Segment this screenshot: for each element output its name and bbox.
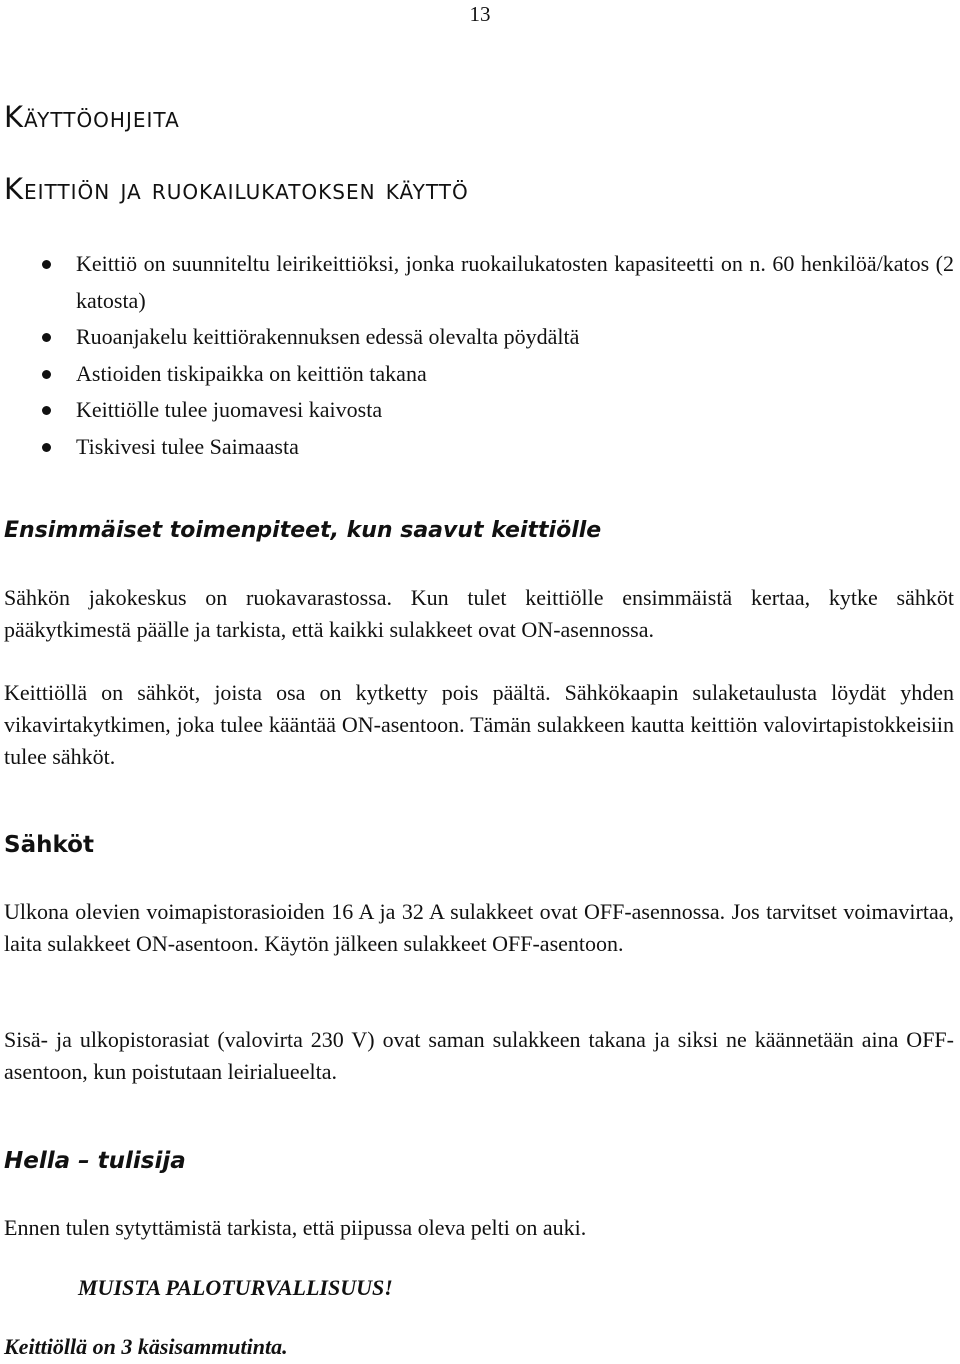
fire-safety-reminder: MUISTA PALOTURVALLISUUS! — [78, 1275, 393, 1300]
list-item — [0, 319, 960, 356]
kitchen-info-list — [0, 246, 960, 465]
stove-paragraph: Ennen tulen sytyttämistä tarkista, että piipussa oleva pelti on auki. — [4, 1215, 587, 1240]
list-item — [0, 246, 960, 319]
list-item-text: Keittiölle tulee juomavesi kaivosta — [76, 397, 383, 422]
first-steps-paragraph-1: Sähkön jakokeskus on ruokavarastossa. Kun tulet keittiölle ensimmäistä kertaa, kytke sähköt pääkytkimestä päälle ja tarkista, että kaikki sulakkeet ovat ON-asennossa. — [4, 585, 954, 642]
page-number: 13 — [469, 2, 491, 26]
list-item — [0, 429, 960, 466]
electricity-paragraph-1: Ulkona olevien voimapistorasioiden 16 A ja 32 A sulakkeet ovat OFF-asennossa. Jos tarvitset voimavirtaa, laita sulakkeet ON-asentoon. Käytön jälkeen sulakkeet OFF-asentoon. — [4, 899, 954, 956]
bullet-icon — [42, 370, 51, 379]
first-steps-heading: Ensimmäiset toimenpiteet, kun saavut keittiölle — [4, 518, 602, 543]
list-item-text: Tiskivesi tulee Saimaasta — [76, 433, 299, 459]
section-heading: Keittiön ja ruokailukatoksen käyttö — [4, 172, 469, 206]
electricity-paragraph-2: Sisä- ja ulkopistorasiat (valovirta 230 V) ovat saman sulakkeen takana ja siksi ne käännetään aina OFF-asentoon, kun poistutaan leirialueelta. — [4, 1027, 954, 1084]
bullet-icon — [42, 260, 51, 269]
stove-heading: Hella – tulisija — [4, 1148, 186, 1174]
list-item — [0, 392, 960, 429]
list-item — [0, 356, 960, 393]
first-steps-paragraph-2: Keittiöllä on sähköt, joista osa on kytketty pois päältä. Sähkökaapin sulaketaulusta löydät yhden vikavirtakytkimen, joka tulee kääntää ON-asentoon. Tämän sulakkeen kautta keittiön valovirtapistokkeisiin tulee sähköt. — [4, 680, 954, 769]
bullet-icon — [42, 406, 51, 415]
list-item-text: Astioiden tiskipaikka on keittiön takana — [76, 360, 427, 386]
list-item-text: Ruoanjakelu keittiörakennuksen edessä olevalta pöydältä — [76, 324, 580, 349]
list-item-text: Keittiö on suunniteltu leirikeittiöksi, jonka ruokailukatosten kapasiteetti on n. 60 henkilöä/katos (2 katosta) — [76, 251, 954, 313]
extinguishers-note: Keittiöllä on 3 käsisammutinta. — [4, 1334, 288, 1359]
electricity-heading: Sähköt — [4, 832, 94, 858]
main-heading: Käyttöohjeita — [4, 100, 180, 134]
bullet-icon — [42, 333, 51, 342]
bullet-icon — [42, 443, 51, 452]
